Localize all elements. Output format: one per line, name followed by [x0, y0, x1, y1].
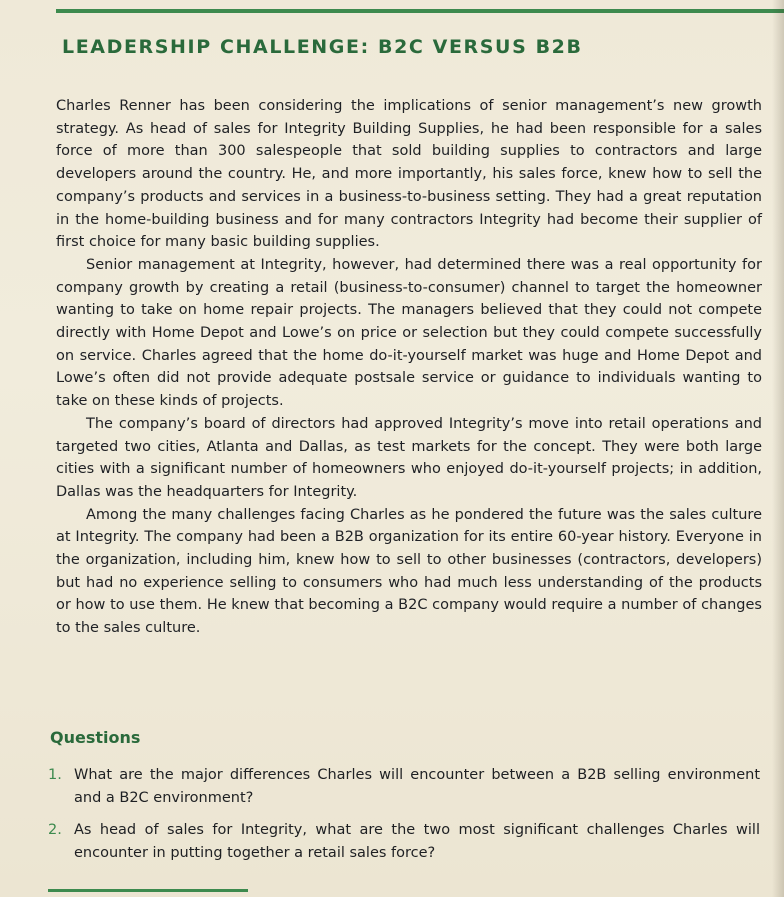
bottom-green-rule: [48, 889, 248, 892]
question-item: [48, 764, 760, 809]
questions-heading: Questions: [50, 728, 141, 747]
paragraph-4: Among the many challenges facing Charles as he pondered the future was the sales culture at Integrity. The company had been a B2B organization for its entire 60-year history. Everyone in the organization, including him, knew how to sell to other businesses (contractors, developers) but had no experience selling to consumers who had much less understanding of the products or how to use them. He knew that becoming a B2C company would require a number of changes to the sales culture.: [56, 506, 762, 637]
paragraph-1: Charles Renner has been considering the implications of senior management’s new growth strategy. As head of sales for Integrity Building Supplies, he had been responsible for a sales force of more than 300 salespeople that sold building supplies to contractors and large developers around the country. He, and more importantly, his sales force, knew how to sell the company’s products and services in a business-to-business setting. They had a great reputation in the home-building business and for many contractors Integrity had become their supplier of first choice for many basic building supplies.: [56, 98, 762, 251]
question-text: As head of sales for Integrity, what are the two most significant challenges Charles will encounter in putting together a retail sales force?: [74, 822, 760, 861]
question-number: 1.: [48, 767, 62, 783]
paragraph-2: Senior management at Integrity, however, had determined there was a real opportunity for company growth by creating a retail (business-to-consumer) channel to target the homeowner wanting to take on home repair projects. The managers believed that they could not compete directly with Home Depot and Lowe’s on price or selection but they could compete successfully on service. Charles agreed that the home do-it-yourself market was huge and Home Depot and Lowe’s often did not provide adequate postsale service or guidance to individuals wanting to take on these kinds of projects.: [56, 256, 762, 410]
question-item: [48, 819, 760, 864]
case-study-body: [56, 95, 762, 640]
paragraph-3: The company’s board of directors had approved Integrity’s move into retail operations and targeted two cities, Atlanta and Dallas, as test markets for the concept. They were both large cities with a significant number of homeowners who enjoyed do-it-yourself projects; in addition, Dallas was the headquarters for Integrity.: [56, 415, 762, 500]
page-title: LEADERSHIP CHALLENGE: B2C VERSUS B2B: [62, 36, 583, 58]
question-number: 2.: [48, 822, 62, 838]
questions-list: [48, 764, 760, 874]
page-edge-shadow: [772, 0, 784, 897]
top-green-rule: [56, 9, 784, 13]
question-text: What are the major differences Charles will encounter between a B2B selling environment and a B2C environment?: [74, 767, 760, 806]
